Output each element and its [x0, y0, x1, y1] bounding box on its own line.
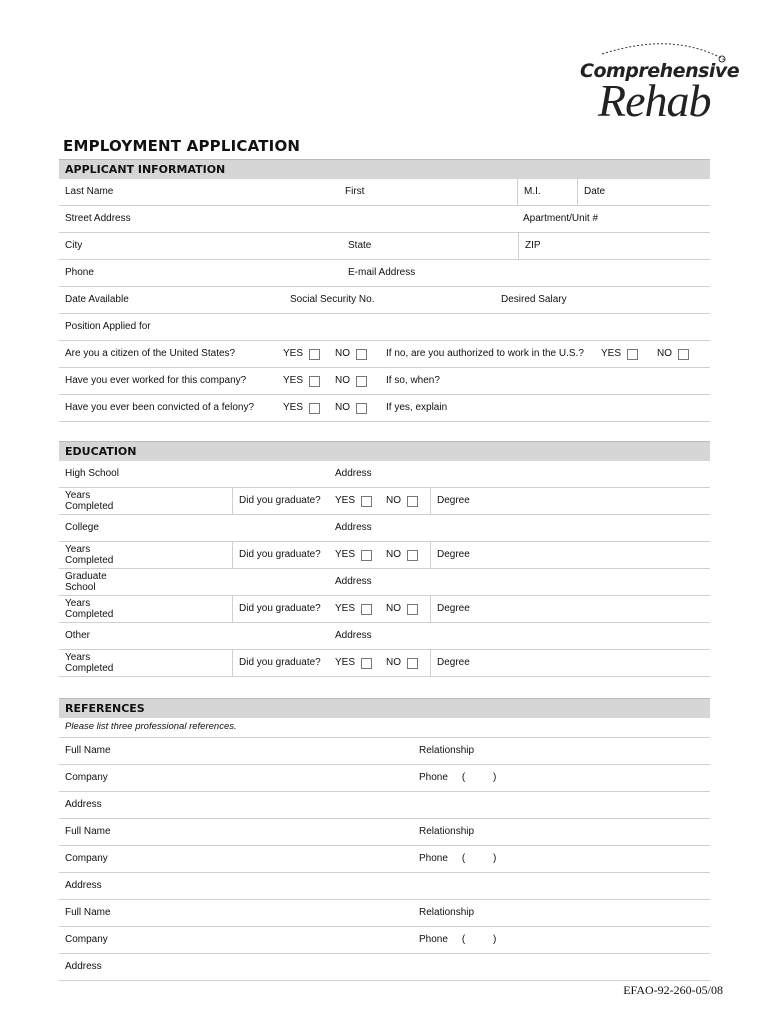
reference-1-name-row — [59, 738, 710, 765]
company-logo — [580, 40, 740, 130]
reference-3-phone-area-code: ( ) — [461, 934, 497, 946]
citizen-no-label: NO — [335, 348, 350, 360]
felony-no-checkbox[interactable] — [356, 403, 367, 414]
other-school-row — [59, 623, 710, 650]
reference-2-company-row — [59, 846, 710, 873]
reference-1-phone-area-code: ( ) — [461, 772, 497, 784]
street-row — [59, 206, 710, 233]
worked-no-checkbox[interactable] — [356, 376, 367, 387]
references-note-row — [59, 718, 710, 738]
college-address-field[interactable]: Address — [335, 522, 372, 534]
reference-3-name-field[interactable]: Full Name — [65, 907, 111, 919]
citizen-no-option[interactable] — [329, 341, 381, 367]
felony-yes-checkbox[interactable] — [309, 403, 320, 414]
position-row — [59, 314, 710, 341]
ssn-field[interactable]: Social Security No. — [290, 294, 375, 306]
apartment-field[interactable]: Apartment/Unit # — [523, 213, 599, 225]
other-school-address-field[interactable]: Address — [335, 630, 372, 642]
authorized-question: If no, are you authorized to work in the U.S.? — [386, 348, 584, 360]
graduate-school-degree-field[interactable]: Degree — [430, 596, 710, 622]
position-field[interactable]: Position Applied for — [65, 321, 151, 333]
reference-1-name-field[interactable]: Full Name — [65, 745, 111, 757]
high-school-field[interactable]: High School — [65, 468, 119, 480]
graduate-school-years-field[interactable]: Years Completed — [65, 597, 114, 620]
references-section — [59, 698, 710, 981]
education-section — [59, 441, 710, 677]
zip-field[interactable]: ZIP — [518, 233, 710, 259]
worked-yes-checkbox[interactable] — [309, 376, 320, 387]
citizen-yes-label: YES — [283, 348, 304, 360]
worked-when-field[interactable]: If so, when? — [386, 375, 440, 387]
graduate-school-address-field[interactable]: Address — [335, 576, 372, 588]
reference-3-address-field[interactable]: Address — [65, 961, 102, 973]
reference-1-phone-label: Phone — [419, 772, 448, 784]
felony-no-option[interactable] — [329, 395, 381, 421]
college-yes-checkbox[interactable] — [361, 550, 372, 561]
college-no-checkbox[interactable] — [407, 550, 418, 561]
citizen-row — [59, 341, 710, 368]
worked-question: Have you ever worked for this company? — [65, 375, 247, 387]
high-school-yes-checkbox[interactable] — [361, 496, 372, 507]
logo-text-line2: Rehab — [598, 75, 711, 126]
college-graduate-question: Did you graduate? — [232, 542, 329, 568]
graduate-school-field[interactable]: Graduate School — [65, 570, 107, 593]
date-available-field[interactable]: Date Available — [65, 294, 129, 306]
high-school-years-field[interactable]: Years Completed — [65, 489, 114, 512]
reference-1-company-row — [59, 765, 710, 792]
worked-no-option[interactable] — [329, 368, 381, 394]
college-no-label: NO — [386, 549, 401, 561]
college-details-row — [59, 542, 710, 569]
graduate-school-row — [59, 569, 710, 596]
reference-1-relationship-field[interactable]: Relationship — [419, 745, 475, 757]
authorized-yes-checkbox[interactable] — [627, 349, 638, 360]
graduate-school-yes-option[interactable] — [329, 596, 381, 622]
high-school-degree-field[interactable]: Degree — [430, 488, 710, 514]
citizen-yes-checkbox[interactable] — [309, 349, 320, 360]
availability-row — [59, 287, 710, 314]
reference-3-phone-field[interactable] — [413, 927, 710, 953]
applicant-header: APPLICANT INFORMATION — [59, 159, 710, 179]
graduate-school-yes-label: YES — [335, 603, 356, 615]
reference-2-name-field[interactable]: Full Name — [65, 826, 111, 838]
other-school-yes-label: YES — [335, 657, 356, 669]
reference-3-company-field[interactable]: Company — [65, 934, 108, 946]
felony-yes-option[interactable] — [277, 395, 329, 421]
city-row — [59, 233, 710, 260]
reference-1-address-row — [59, 792, 710, 819]
authorized-no-label: NO — [657, 348, 672, 360]
felony-no-label: NO — [335, 402, 350, 414]
worked-no-label: NO — [335, 375, 350, 387]
references-note: Please list three professional references. — [65, 721, 237, 733]
authorized-yes-label: YES — [601, 348, 622, 360]
other-school-graduate-question: Did you graduate? — [232, 650, 329, 676]
other-school-degree-field[interactable]: Degree — [430, 650, 710, 676]
worked-yes-label: YES — [283, 375, 304, 387]
other-school-years-field[interactable]: Years Completed — [65, 651, 114, 674]
name-row — [59, 179, 710, 206]
reference-1-company-field[interactable]: Company — [65, 772, 108, 784]
phone-field[interactable]: Phone — [65, 267, 94, 279]
state-field[interactable]: State — [348, 240, 372, 252]
high-school-yes-option[interactable] — [329, 488, 381, 514]
felony-question: Have you ever been convicted of a felony? — [65, 402, 255, 414]
first-name-field[interactable]: First — [345, 186, 365, 198]
worked-yes-option[interactable] — [277, 368, 329, 394]
email-field[interactable]: E-mail Address — [348, 267, 416, 279]
reference-2-phone-label: Phone — [419, 853, 448, 865]
street-field[interactable]: Street Address — [65, 213, 131, 225]
desired-salary-field[interactable]: Desired Salary — [501, 294, 567, 306]
last-name-field[interactable]: Last Name — [65, 186, 114, 198]
mi-field[interactable]: M.I. — [517, 179, 577, 205]
graduate-school-no-checkbox[interactable] — [407, 604, 418, 615]
reference-2-phone-field[interactable] — [413, 846, 710, 872]
references-header: REFERENCES — [59, 698, 710, 718]
other-school-yes-checkbox[interactable] — [361, 658, 372, 669]
authorized-yes-option[interactable] — [595, 341, 651, 367]
other-school-no-label: NO — [386, 657, 401, 669]
high-school-no-option[interactable] — [380, 488, 430, 514]
other-school-details-row — [59, 650, 710, 677]
high-school-graduate-question: Did you graduate? — [232, 488, 329, 514]
college-field[interactable]: College — [65, 522, 99, 534]
felony-row — [59, 395, 710, 422]
reference-2-address-row — [59, 873, 710, 900]
high-school-row — [59, 461, 710, 488]
high-school-yes-label: YES — [335, 495, 356, 507]
reference-2-name-row — [59, 819, 710, 846]
authorized-no-checkbox[interactable] — [678, 349, 689, 360]
reference-3-company-row — [59, 927, 710, 954]
reference-3-address-row — [59, 954, 710, 981]
graduate-school-no-option[interactable] — [380, 596, 430, 622]
college-degree-field[interactable]: Degree — [430, 542, 710, 568]
reference-3-name-row — [59, 900, 710, 927]
city-field[interactable]: City — [65, 240, 83, 252]
reference-3-relationship-field[interactable]: Relationship — [419, 907, 475, 919]
authorized-no-option[interactable] — [651, 341, 710, 367]
reference-3-phone-label: Phone — [419, 934, 448, 946]
reference-2-relationship-field[interactable]: Relationship — [419, 826, 475, 838]
other-school-field[interactable]: Other — [65, 630, 91, 642]
education-header: EDUCATION — [59, 441, 710, 461]
form-number: EFAO-92-260-05/08 — [623, 983, 723, 997]
phone-row — [59, 260, 710, 287]
college-yes-option[interactable] — [329, 542, 381, 568]
other-school-yes-option[interactable] — [329, 650, 381, 676]
date-field[interactable]: Date — [577, 179, 710, 205]
high-school-no-checkbox[interactable] — [407, 496, 418, 507]
felony-explain-field[interactable]: If yes, explain — [386, 402, 448, 414]
high-school-address-field[interactable]: Address — [335, 468, 372, 480]
document-title: EMPLOYMENT APPLICATION — [63, 137, 301, 155]
college-yes-label: YES — [335, 549, 356, 561]
graduate-school-yes-checkbox[interactable] — [361, 604, 372, 615]
reference-2-phone-area-code: ( ) — [461, 853, 497, 865]
citizen-no-checkbox[interactable] — [356, 349, 367, 360]
college-years-field[interactable]: Years Completed — [65, 543, 114, 566]
graduate-school-details-row — [59, 596, 710, 623]
reference-1-address-field[interactable]: Address — [65, 799, 102, 811]
worked-row — [59, 368, 710, 395]
other-school-no-option[interactable] — [380, 650, 430, 676]
high-school-details-row — [59, 488, 710, 515]
high-school-no-label: NO — [386, 495, 401, 507]
felony-yes-label: YES — [283, 402, 304, 414]
applicant-section — [59, 159, 710, 422]
other-school-no-checkbox[interactable] — [407, 658, 418, 669]
graduate-school-graduate-question: Did you graduate? — [232, 596, 329, 622]
graduate-school-no-label: NO — [386, 603, 401, 615]
citizen-yes-option[interactable] — [277, 341, 329, 367]
logo-text-line1: Comprehensive — [580, 60, 740, 82]
college-row — [59, 515, 710, 542]
reference-2-company-field[interactable]: Company — [65, 853, 108, 865]
college-no-option[interactable] — [380, 542, 430, 568]
reference-1-phone-field[interactable] — [413, 765, 710, 791]
reference-2-address-field[interactable]: Address — [65, 880, 102, 892]
citizen-question: Are you a citizen of the United States? — [65, 348, 236, 360]
